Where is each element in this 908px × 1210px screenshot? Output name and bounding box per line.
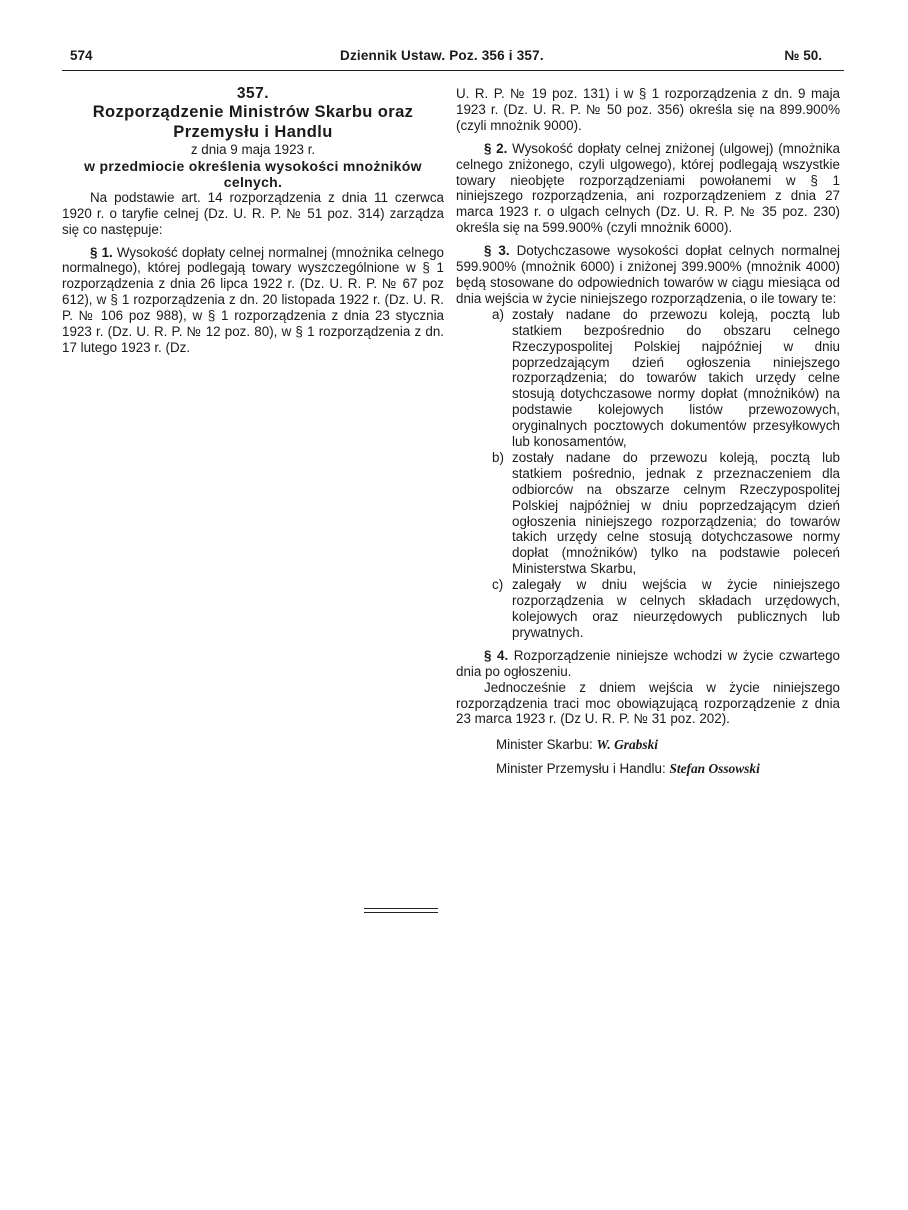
document-subject: w przedmiocie określenia wysokości mnożników celnych. <box>84 157 422 190</box>
signature-name: Stefan Ossowski <box>669 761 760 777</box>
list-item-text: zostały nadane do przewozu koleją, pocztą lub statkiem bezpośrednio do obszaru celnego Rzeczypospolitej Polskiej najpóźniej w dniu poprzedzającym dzień ogłoszenia niniejszego rozporządzenia; do towarów takich urzędy celne stosują dotychczasowe normy dopłat (mnożników) na podstawie kolejowych listów przewozowych, oryginalnych pocztowych dokumentów przesyłkowych lub konosamentów, <box>512 306 840 450</box>
signature-role: Minister Skarbu: <box>496 737 593 753</box>
signature-name: W. Grabski <box>596 737 658 753</box>
paragraph-4-text: Rozporządzenie niniejsze wchodzi w życie czwartego dnia po ogłoszeniu. <box>456 647 840 679</box>
paragraph-2 <box>456 141 840 236</box>
page-number: 574 <box>70 48 93 63</box>
list-item-label: a) <box>492 306 504 322</box>
list-item-text: zalegały w dniu wejścia w życie niniejszego rozporządzenia w celnych składach urzędowych, kolejowych oraz nieurzędowych publicznych lub prywatnych. <box>512 577 840 640</box>
list-item-label: c) <box>492 577 504 593</box>
paragraph-1-label: § 1. <box>90 244 113 260</box>
document-title: Rozporządzenie Ministrów Skarbu oraz Przemysłu i Handlu <box>92 102 414 141</box>
signature-role: Minister Przemysłu i Handlu: <box>496 761 666 777</box>
list-item <box>456 450 840 577</box>
list-item-text: zostały nadane do przewozu koleją, pocztą lub statkiem pośrednio, jednak z przeznaczeniem dla odbiorców na obszarze celnym Rzeczypospolitej Polskiej najpóźniej w dniu poprzedzającym dzień ogłoszenia niniejszego rozporządzenia; do towarów takich urzędy celne stosują dotychczasowe normy dopłat (mnożników) tylko na podstawie poleceń Ministerstwa Skarbu, <box>512 449 840 577</box>
signature-industry-minister <box>456 761 840 777</box>
list-item <box>456 577 840 641</box>
journal-title: Dziennik Ustaw. Poz. 356 i 357. <box>340 48 544 63</box>
document-date: z dnia 9 maja 1923 r. <box>190 141 316 157</box>
list-item-label: b) <box>492 449 504 465</box>
paragraph-1-text-part1: Wysokość dopłaty celnej normalnej (mnożnika celnego normalnego), której podlegają towary wyszczególnione w § 1 rozporządzenia z dnia 26 lipca 1922 r. (Dz. U. R. P. № 67 poz 612), w § 1 rozporządzenia z dn. 20 listopada 1922 r. (Dz. U. R. P. № 106 poz 988), w § 1 rozporządzenia z dnia 23 stycznia 1923 r. (Dz. U. R. P. № 12 poz. 80), w § 1 rozporządzenia z dn. 17 lutego 1923 r. (Dz. <box>62 244 444 355</box>
paragraph-2-text: Wysokość dopłaty celnej zniżonej (ulgowej) (mnożnika celnego zniżonego, czyli ulgowego), której podlegają wszystkie towary nieobjęte rozporządzeniami powołanemi w § 1 niniejszego rozporządzenia, ani rozporządzeniem z dnia 27 marca 1923 r. o ulgach celnych (Dz. U. R. P. № 35 poz. 230) określa się na 599.900% (czyli mnożnik 6000). <box>456 140 840 236</box>
preamble: Na podstawie art. 14 rozporządzenia z dnia 11 czerwca 1920 r. o taryfie celnej (Dz. U. R. P. № 51 poz. 314) zarządza się co następuje: <box>62 189 444 237</box>
left-column <box>62 86 444 356</box>
paragraph-1 <box>62 245 444 356</box>
paragraph-3 <box>456 243 840 307</box>
signature-finance-minister <box>456 737 840 753</box>
paragraph-4-continued: Jednocześnie z dniem wejścia w życie niniejszego rozporządzenia traci moc obowiązującą rozporządzenie z dnia 23 marca 1923 r. (Dz U. R. P. № 31 poz. 202). <box>456 679 840 727</box>
conditions-list <box>456 307 840 641</box>
issue-number: № 50. <box>784 48 822 63</box>
end-rule-bottom <box>364 912 438 913</box>
page-header <box>62 46 842 70</box>
document-number: 357. <box>236 85 270 102</box>
paragraph-4-label: § 4. <box>484 647 509 663</box>
paragraph-3-label: § 3. <box>484 243 510 259</box>
list-item <box>456 307 840 450</box>
right-column <box>456 86 840 777</box>
end-rule-top <box>364 908 438 909</box>
paragraph-1-continued: U. R. P. № 19 poz. 131) i w § 1 rozporządzenia z dn. 9 maja 1923 r. (Dz. U. R. P. № 50 poz. 356) określa się na 899.900% (czyli mnożnik 9000). <box>456 86 840 133</box>
paragraph-2-label: § 2. <box>484 140 508 156</box>
paragraph-3-text: Dotychczasowe wysokości dopłat celnych normalnej 599.900% (mnożnik 6000) i zniżonej 399.900% (mnożnik 4000) będą stosowane do odpowiednich towarów w ciągu miesiąca od dnia wejścia w życie niniejszego rozporządzenia, o ile towary te: <box>456 243 840 306</box>
header-rule <box>62 70 844 71</box>
paragraph-4 <box>456 648 840 680</box>
